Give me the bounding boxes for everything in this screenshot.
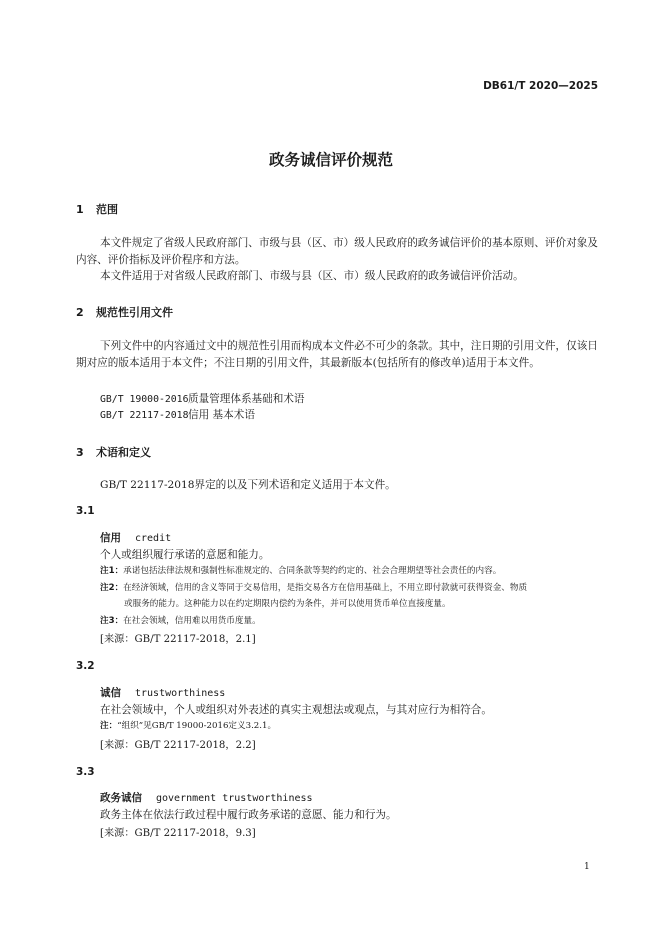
term-note — [100, 563, 600, 579]
section-number: 1 — [76, 203, 84, 216]
reference-code: GB/T 22117-2018 — [100, 410, 189, 421]
section-number: 2 — [76, 306, 84, 319]
section-title: 范围 — [96, 203, 118, 216]
note-label: 注3： — [100, 616, 124, 626]
term-number: 3.2 — [76, 660, 95, 672]
term-definition: 政务主体在依法行政过程中履行政务承诺的意愿、能力和行为。 — [100, 809, 397, 821]
term-note — [100, 718, 600, 734]
note-label: 注2： — [100, 583, 124, 593]
term-source: [来源：GB/T 22117-2018，2.1] — [100, 634, 256, 645]
term-english: government trustworthiness — [156, 793, 313, 804]
section-title: 规范性引用文件 — [96, 306, 173, 319]
scope-paragraph-1: 本文件规定了省级人民政府部门、市级与县（区、市）级人民政府的政务诚信评价的基本原则、评价对象及内容、评价指标及评价程序和方法。 — [76, 237, 598, 266]
section-number: 3 — [76, 446, 84, 459]
note-text: 承诺包括法律法规和强制性标准规定的、合同条款等契约约定的、社会合理期望等社会责任的内容。 — [123, 566, 502, 576]
term-heading — [100, 530, 171, 545]
term-english: credit — [135, 533, 172, 544]
scope-paragraph-2: 本文件适用于对省级人民政府部门、市级与县（区、市）级人民政府的政务诚信评价活动。 — [100, 270, 524, 282]
term-definition: 个人或组织履行承诺的意愿和能力。 — [100, 549, 270, 561]
term-number: 3.1 — [76, 505, 95, 517]
reference-item — [100, 407, 255, 422]
document-number: DB61/T 2020—2025 — [483, 80, 598, 92]
note-text: 在社会领域，信用难以用货币度量。 — [123, 616, 261, 626]
reference-name: 质量管理体系基础和术语 — [188, 393, 305, 405]
term-heading — [100, 685, 225, 700]
note-label: 注： — [100, 721, 118, 731]
note-text: “组织”见GB/T 19000-2016定义3.2.1。 — [117, 721, 277, 731]
term-definition: 在社会领域中，个人或组织对外表述的真实主观想法或观点，与其对应行为相符合。 — [100, 704, 492, 716]
term-heading — [100, 790, 313, 805]
reference-code: GB/T 19000-2016 — [100, 394, 189, 405]
section-1-heading — [76, 201, 118, 217]
reference-item — [100, 391, 305, 406]
term-chinese: 信用 — [100, 532, 121, 544]
section-2-heading — [76, 304, 173, 320]
term-source: [来源：GB/T 22117-2018，2.2] — [100, 740, 256, 751]
document-title: 政务诚信评价规范 — [268, 151, 393, 169]
page-number: 1 — [584, 862, 590, 872]
term-english: trustworthiness — [135, 688, 226, 699]
term-number: 3.3 — [76, 766, 95, 778]
term-chinese: 诚信 — [100, 687, 121, 699]
section-title: 术语和定义 — [96, 446, 151, 459]
note-label: 注1： — [100, 566, 124, 576]
term-note — [100, 580, 600, 612]
terms-intro-paragraph: GB/T 22117-2018界定的以及下列术语和定义适用于本文件。 — [100, 479, 396, 491]
term-note — [100, 613, 600, 629]
reference-name: 信用 基本术语 — [188, 409, 255, 421]
note-text: 在经济领域，信用的含义等同于交易信用，是指交易各方在信用基础上，不用立即付款就可获得资金、物质 — [123, 583, 528, 593]
references-paragraph: 下列文件中的内容通过文中的规范性引用而构成本文件必不可少的条款。其中，注日期的引用文件，仅该日期对应的版本适用于本文件；不注日期的引用文件，其最新版本(包括所有的修改单)适用于本文件。 — [76, 340, 598, 369]
term-source: [来源：GB/T 22117-2018，9.3] — [100, 828, 256, 839]
term-chinese: 政务诚信 — [100, 792, 142, 804]
section-3-heading — [76, 444, 151, 460]
note-continuation: 或服务的能力。这种能力以在约定期限内偿约为条件，并可以使用货币单位直接度量。 — [124, 599, 451, 609]
